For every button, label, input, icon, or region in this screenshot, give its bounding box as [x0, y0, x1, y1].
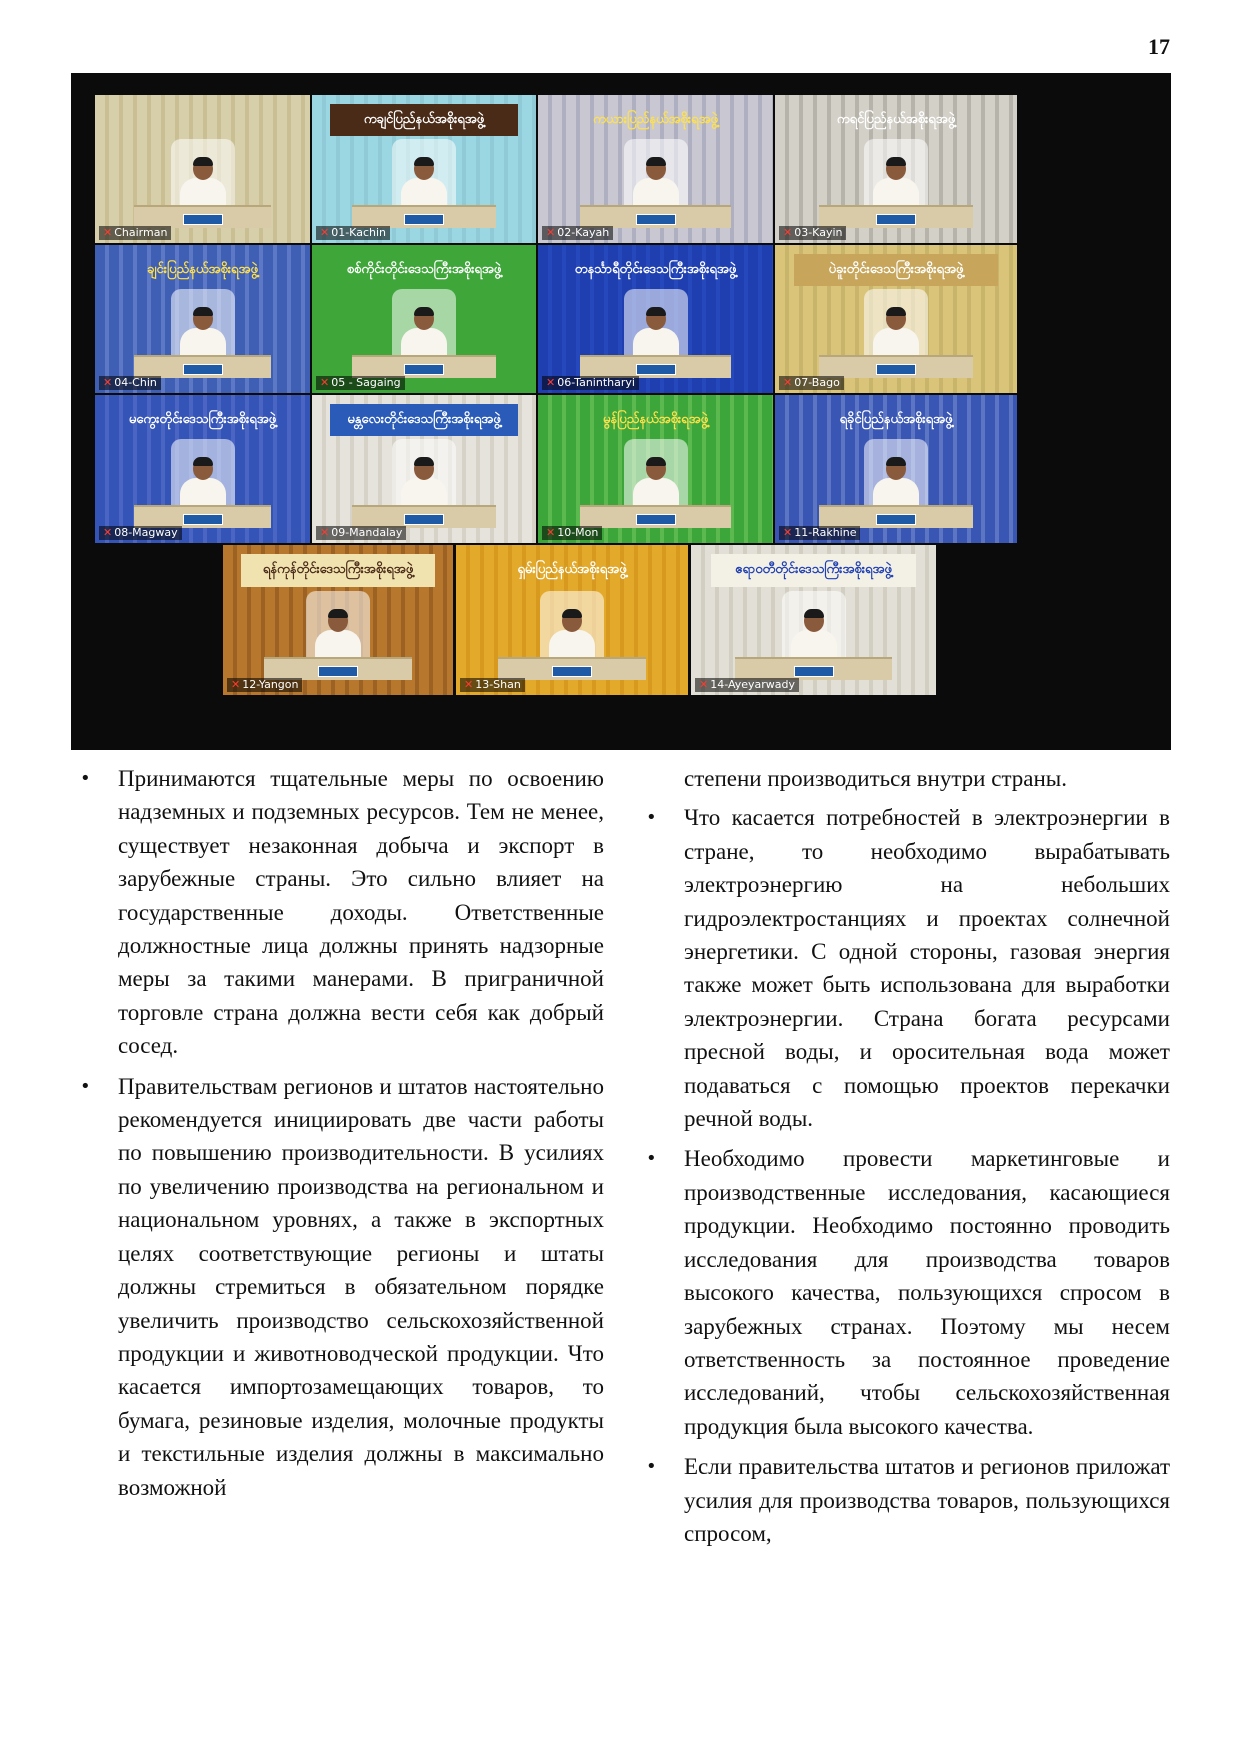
tile-label-text: 01-Kachin — [331, 226, 386, 239]
tile-label-text: 08-Magway — [114, 526, 178, 539]
paragraph-text: Принимаются тщательные меры по освоению надземных и подземных ресурсов. Тем не менее, существует незаконная добыча и экспорт в зарубежные страны. Это сильно влияет на государственные доходы. Ответственные должностные лица должны принять надзорные меры за такими манерами. В приграничной торговле страна должна вести себя как добрый сосед. — [118, 766, 604, 1059]
tile-label-text: 13-Shan — [475, 678, 521, 691]
video-conference-photo — [71, 73, 1171, 750]
tile-banner: မန္တလေးတိုင်းဒေသကြီးအစိုးရအဖွဲ့ — [330, 404, 518, 437]
video-tile — [775, 95, 1017, 243]
tile-banner: ကချင်ပြည်နယ်အစိုးရအဖွဲ့ — [330, 104, 518, 137]
tile-label — [779, 226, 846, 240]
left-text-column — [78, 762, 604, 1511]
tile-banner: မကွေးတိုင်းဒေသကြီးအစိုးရအဖွဲ့ — [128, 411, 277, 427]
bullet-paragraph — [644, 1142, 1170, 1443]
tile-banner: ချင်းပြည်နယ်အစိုးရအဖွဲ့ — [147, 261, 258, 277]
nameplate — [876, 514, 916, 525]
paragraph-text: Что касается потребностей в электроэнергии в стране, то необходимо вырабатывать электроэнергию на небольших гидроэлектростанциях и проектах солнечной энергетики. С одной стороны, газовая энергия также может быть использована для выработки электроэнергии. Страна богата ресурсами пресной воды, и оросительная вода может подаваться с помощью проектов перекачки речной воды. — [684, 805, 1170, 1132]
video-tile — [95, 395, 310, 543]
muted-mic-icon: ✕ — [546, 526, 556, 539]
tile-label — [542, 526, 602, 540]
video-tile — [691, 545, 936, 695]
video-tile — [456, 545, 688, 695]
tile-banner: မွန်ပြည်နယ်အစိုးရအဖွဲ့ — [602, 411, 709, 427]
bullet-icon: • — [646, 807, 657, 829]
nameplate — [404, 514, 444, 525]
nameplate — [876, 364, 916, 375]
tile-label — [227, 678, 302, 692]
tile-label — [460, 678, 525, 692]
muted-mic-icon: ✕ — [320, 526, 330, 539]
video-tile — [775, 245, 1017, 393]
nameplate — [318, 666, 358, 677]
tile-banner: စစ်ကိုင်းတိုင်းဒေသကြီးအစိုးရအဖွဲ့ — [346, 261, 502, 277]
muted-mic-icon: ✕ — [320, 226, 330, 239]
nameplate — [404, 364, 444, 375]
tile-banner: ရခိုင်ပြည်နယ်အစိုးရအဖွဲ့ — [839, 411, 953, 427]
video-tile — [95, 95, 310, 243]
right-text-column — [644, 762, 1170, 1557]
tile-banner: ပဲခူးတိုင်းဒေသကြီးအစိုးရအဖွဲ့ — [794, 254, 997, 287]
nameplate — [404, 214, 444, 225]
tile-label-text: 10-Mon — [557, 526, 599, 539]
video-tile — [312, 95, 536, 243]
tile-banner: ရှမ်းပြည်နယ်အစိုးရအဖွဲ့ — [517, 562, 627, 577]
tile-label-text: 12-Yangon — [242, 678, 299, 691]
paragraph-text: Если правительства штатов и регионов приложат усилия для производства товаров, пользующихся спросом, — [684, 1454, 1170, 1546]
tile-banner: ဧရာဝတီတိုင်းဒေသကြီးအစိုးရအဖွဲ့ — [711, 554, 917, 587]
tile-label-text: Chairman — [114, 226, 168, 239]
bullet-paragraph — [78, 1070, 604, 1504]
bullet-icon: • — [646, 1148, 657, 1170]
tile-label-text: 04-Chin — [114, 376, 157, 389]
tile-label-text: 09-Mandalay — [331, 526, 403, 539]
tile-label — [99, 226, 171, 240]
tile-label-text: 05 - Sagaing — [331, 376, 401, 389]
nameplate — [183, 364, 223, 375]
video-tile — [538, 245, 773, 393]
nameplate — [636, 364, 676, 375]
tile-label — [542, 226, 613, 240]
muted-mic-icon: ✕ — [783, 376, 793, 389]
muted-mic-icon: ✕ — [103, 376, 113, 389]
bullet-icon: • — [80, 1075, 91, 1097]
nameplate — [794, 666, 834, 677]
muted-mic-icon: ✕ — [546, 226, 556, 239]
muted-mic-icon: ✕ — [103, 226, 113, 239]
video-tile — [95, 245, 310, 393]
nameplate — [636, 214, 676, 225]
muted-mic-icon: ✕ — [320, 376, 330, 389]
page-number: 17 — [1148, 34, 1170, 59]
muted-mic-icon: ✕ — [783, 226, 793, 239]
video-tile — [223, 545, 453, 695]
paragraph-continuation: степени производиться внутри страны. — [684, 766, 1068, 791]
muted-mic-icon: ✕ — [783, 526, 793, 539]
nameplate — [636, 514, 676, 525]
tile-banner: ကရင်ပြည်နယ်အစိုးရအဖွဲ့ — [836, 111, 956, 127]
paragraph-text: Правительствам регионов и штатов настоятельно рекомендуется инициировать две части работы по повышению производительности. В усилиях по увеличению производства на региональном и национальном уровнях, а также в экспортных целях соответствующие регионы и штаты должны стремиться в обязательном порядке увеличить производство сельскохозяйственной продукции и животноводческой продукции. Что касается импортозамещающих товаров, то бумага, резиновые изделия, молочные продукты и текстильные изделия должны в максимально возможной — [118, 1073, 604, 1500]
video-tile — [538, 95, 773, 243]
tile-label-text: 06-Tanintharyi — [557, 376, 635, 389]
nameplate — [552, 666, 592, 677]
tile-label — [542, 376, 639, 390]
tile-banner: ကယားပြည်နယ်အစိုးရအဖွဲ့ — [593, 111, 718, 127]
video-tile — [538, 395, 773, 543]
muted-mic-icon: ✕ — [103, 526, 113, 539]
video-tile — [312, 395, 536, 543]
tile-banner: ရန်ကုန်တိုင်းဒေသကြီးအစိုးရအဖွဲ့ — [241, 554, 434, 587]
bullet-icon: • — [80, 768, 91, 789]
bullet-icon: • — [646, 1456, 657, 1478]
tile-banner: တနင်္သာရီတိုင်းဒေသကြီးအစိုးရအဖွဲ့ — [574, 261, 737, 277]
video-tile — [312, 245, 536, 393]
muted-mic-icon: ✕ — [699, 678, 709, 691]
nameplate — [876, 214, 916, 225]
tile-label-text: 11-Rakhine — [794, 526, 857, 539]
nameplate — [183, 514, 223, 525]
tile-label — [779, 526, 860, 540]
tile-label-text: 02-Kayah — [557, 226, 610, 239]
nameplate — [183, 214, 223, 225]
tile-label — [316, 226, 390, 240]
tile-label — [316, 526, 406, 540]
tile-label — [99, 376, 161, 390]
muted-mic-icon: ✕ — [231, 678, 241, 691]
tile-label-text: 07-Bago — [794, 376, 840, 389]
tile-label — [779, 376, 844, 390]
tile-label — [316, 376, 405, 390]
paragraph-text: Необходимо провести маркетинговые и производственные исследования, касающиеся продукции. Необходимо постоянно проводить исследования для производства товаров высокого качества, пользующихся спросом в зарубежных странах. Поэтому мы несем ответственность за постоянное проведение исследований, чтобы сельскохозяйственная продукция была высокого качества. — [684, 1146, 1170, 1439]
tile-label — [99, 526, 182, 540]
tile-banner — [112, 104, 293, 137]
bullet-paragraph — [644, 1450, 1170, 1550]
video-tile — [775, 395, 1017, 543]
muted-mic-icon: ✕ — [546, 376, 556, 389]
tile-label — [695, 678, 799, 692]
muted-mic-icon: ✕ — [464, 678, 474, 691]
tile-label-text: 14-Ayeyarwady — [710, 678, 796, 691]
tile-label-text: 03-Kayin — [794, 226, 843, 239]
bullet-paragraph — [644, 801, 1170, 1135]
bullet-paragraph — [78, 762, 604, 1063]
